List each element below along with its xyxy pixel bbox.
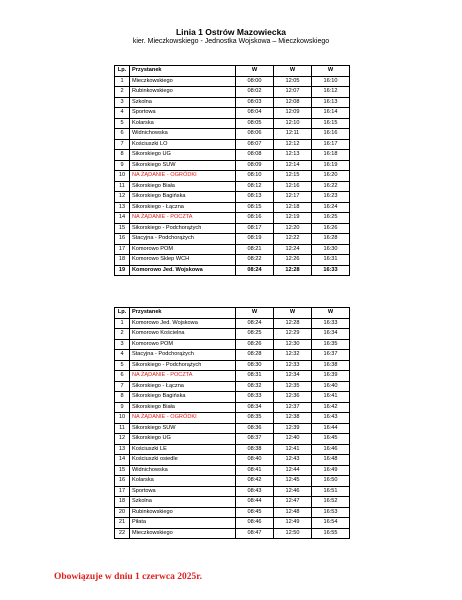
table-row bbox=[115, 202, 350, 213]
table-row bbox=[115, 234, 350, 245]
table-row bbox=[115, 528, 350, 539]
departure-time: 08:36 bbox=[236, 423, 274, 434]
table-row bbox=[115, 434, 350, 445]
table-row bbox=[115, 476, 350, 487]
departure-time: 16:18 bbox=[312, 150, 350, 161]
departure-time: 08:34 bbox=[236, 402, 274, 413]
table-row bbox=[115, 265, 350, 276]
departure-time: 16:12 bbox=[312, 87, 350, 98]
row-number: 3 bbox=[115, 339, 130, 350]
table-row bbox=[115, 181, 350, 192]
departure-time: 08:19 bbox=[236, 234, 274, 245]
row-number: 16 bbox=[115, 234, 130, 245]
stop-name: Komorowo Jed. Wojskowa bbox=[130, 318, 236, 329]
row-number: 8 bbox=[115, 392, 130, 403]
table-row bbox=[115, 486, 350, 497]
stop-name: Komorowo Kościelna bbox=[130, 329, 236, 340]
validity-notice: Obowiązuje w dniu 1 czerwca 2025r. bbox=[54, 572, 202, 582]
departure-time: 12:26 bbox=[274, 255, 312, 266]
table-row bbox=[115, 402, 350, 413]
departure-time: 16:35 bbox=[312, 339, 350, 350]
row-number: 11 bbox=[115, 423, 130, 434]
departure-time: 16:39 bbox=[312, 371, 350, 382]
timetable-outbound bbox=[114, 65, 350, 276]
departure-time: 08:28 bbox=[236, 350, 274, 361]
stop-name: Piłata bbox=[130, 518, 236, 529]
departure-time: 08:31 bbox=[236, 371, 274, 382]
departure-time: 12:36 bbox=[274, 392, 312, 403]
row-number: 15 bbox=[115, 223, 130, 234]
table-row bbox=[115, 413, 350, 424]
departure-time: 08:40 bbox=[236, 455, 274, 466]
departure-time: 16:45 bbox=[312, 434, 350, 445]
row-number: 17 bbox=[115, 244, 130, 255]
stop-name: Sikorskiego Bagińska bbox=[130, 192, 236, 203]
table-row bbox=[115, 244, 350, 255]
stop-name: Sikorskiego Biała bbox=[130, 181, 236, 192]
departure-time: 08:22 bbox=[236, 255, 274, 266]
table-row bbox=[115, 518, 350, 529]
departure-time: 08:21 bbox=[236, 244, 274, 255]
stop-name: NA ŻĄDANIE - OGRÓDKI bbox=[130, 171, 236, 182]
header-lp: Lp. bbox=[115, 66, 130, 77]
stop-name: Mieczkowskiego bbox=[130, 528, 236, 539]
departure-time: 16:37 bbox=[312, 350, 350, 361]
departure-time: 08:41 bbox=[236, 465, 274, 476]
row-number: 6 bbox=[115, 371, 130, 382]
row-number: 1 bbox=[115, 76, 130, 87]
departure-time: 12:33 bbox=[274, 360, 312, 371]
departure-time: 16:38 bbox=[312, 360, 350, 371]
table-row bbox=[115, 360, 350, 371]
departure-time: 08:43 bbox=[236, 486, 274, 497]
stop-name: Kolarska bbox=[130, 476, 236, 487]
stop-name: Sikorskiego SUW bbox=[130, 423, 236, 434]
row-number: 2 bbox=[115, 87, 130, 98]
stop-name: Kościuszki osiedle bbox=[130, 455, 236, 466]
table-row bbox=[115, 150, 350, 161]
departure-time: 16:22 bbox=[312, 181, 350, 192]
table-row bbox=[115, 108, 350, 119]
stop-name: Sikorskiego Bagińska bbox=[130, 392, 236, 403]
header-departure-2: W bbox=[274, 308, 312, 319]
stop-name: Sikorskiego - Łączna bbox=[130, 381, 236, 392]
departure-time: 08:47 bbox=[236, 528, 274, 539]
stop-name: Sikorskiego - Łączna bbox=[130, 202, 236, 213]
departure-time: 08:10 bbox=[236, 171, 274, 182]
table-row bbox=[115, 329, 350, 340]
departure-time: 12:15 bbox=[274, 171, 312, 182]
row-number: 13 bbox=[115, 202, 130, 213]
row-number: 21 bbox=[115, 518, 130, 529]
stop-name: Rubinkowskiego bbox=[130, 87, 236, 98]
row-number: 10 bbox=[115, 413, 130, 424]
table-header-row bbox=[115, 66, 350, 77]
table-header-row bbox=[115, 308, 350, 319]
departure-time: 16:31 bbox=[312, 255, 350, 266]
table-row bbox=[115, 171, 350, 182]
stop-name: NA ŻĄDANIE - POCZTA bbox=[130, 213, 236, 224]
stop-name: Komorowo Sklep WCH bbox=[130, 255, 236, 266]
table-row bbox=[115, 381, 350, 392]
row-number: 9 bbox=[115, 402, 130, 413]
departure-time: 08:45 bbox=[236, 507, 274, 518]
departure-time: 12:50 bbox=[274, 528, 312, 539]
stop-name: Komorowo Jed. Wojskowa bbox=[130, 265, 236, 276]
table-row bbox=[115, 129, 350, 140]
departure-time: 08:13 bbox=[236, 192, 274, 203]
stop-name: Sportowa bbox=[130, 108, 236, 119]
departure-time: 08:42 bbox=[236, 476, 274, 487]
row-number: 20 bbox=[115, 507, 130, 518]
departure-time: 16:33 bbox=[312, 265, 350, 276]
departure-time: 12:44 bbox=[274, 465, 312, 476]
departure-time: 16:48 bbox=[312, 455, 350, 466]
row-number: 7 bbox=[115, 139, 130, 150]
departure-time: 16:23 bbox=[312, 192, 350, 203]
departure-time: 12:17 bbox=[274, 192, 312, 203]
departure-time: 08:06 bbox=[236, 129, 274, 140]
row-number: 12 bbox=[115, 192, 130, 203]
header-departure-2: W bbox=[274, 66, 312, 77]
row-number: 14 bbox=[115, 213, 130, 224]
departure-time: 08:07 bbox=[236, 139, 274, 150]
departure-time: 12:13 bbox=[274, 150, 312, 161]
departure-time: 12:22 bbox=[274, 234, 312, 245]
stop-name: Sikorskiego SUW bbox=[130, 160, 236, 171]
departure-time: 12:39 bbox=[274, 423, 312, 434]
table-row bbox=[115, 392, 350, 403]
header-lp: Lp. bbox=[115, 308, 130, 319]
departure-time: 08:12 bbox=[236, 181, 274, 192]
departure-time: 12:18 bbox=[274, 202, 312, 213]
row-number: 5 bbox=[115, 118, 130, 129]
departure-time: 08:33 bbox=[236, 392, 274, 403]
departure-time: 08:38 bbox=[236, 444, 274, 455]
stop-name: Stacyjna - Podchorążych bbox=[130, 234, 236, 245]
departure-time: 12:29 bbox=[274, 329, 312, 340]
row-number: 3 bbox=[115, 97, 130, 108]
departure-time: 08:04 bbox=[236, 108, 274, 119]
departure-time: 16:52 bbox=[312, 497, 350, 508]
timetable-subtitle: kier. Mieczkowskiego - Jednostka Wojskowa – Mieczkowskiego bbox=[132, 38, 330, 45]
departure-time: 08:24 bbox=[236, 318, 274, 329]
table-row bbox=[115, 160, 350, 171]
stop-name: Komorowo POM bbox=[130, 244, 236, 255]
table-row bbox=[115, 423, 350, 434]
departure-time: 12:28 bbox=[274, 318, 312, 329]
table-row bbox=[115, 455, 350, 466]
departure-time: 12:24 bbox=[274, 244, 312, 255]
departure-time: 12:37 bbox=[274, 402, 312, 413]
departure-time: 12:32 bbox=[274, 350, 312, 361]
row-number: 11 bbox=[115, 181, 130, 192]
departure-time: 08:32 bbox=[236, 381, 274, 392]
departure-time: 16:40 bbox=[312, 381, 350, 392]
departure-time: 16:55 bbox=[312, 528, 350, 539]
table-row bbox=[115, 118, 350, 129]
departure-time: 12:38 bbox=[274, 413, 312, 424]
departure-time: 08:00 bbox=[236, 76, 274, 87]
row-number: 8 bbox=[115, 150, 130, 161]
departure-time: 08:46 bbox=[236, 518, 274, 529]
departure-time: 16:30 bbox=[312, 244, 350, 255]
row-number: 19 bbox=[115, 265, 130, 276]
table-row bbox=[115, 350, 350, 361]
departure-time: 16:34 bbox=[312, 329, 350, 340]
header-departure-3: W bbox=[312, 308, 350, 319]
stop-name: Rubinkowskiego bbox=[130, 507, 236, 518]
row-number: 2 bbox=[115, 329, 130, 340]
row-number: 1 bbox=[115, 318, 130, 329]
departure-time: 16:16 bbox=[312, 129, 350, 140]
departure-time: 16:42 bbox=[312, 402, 350, 413]
table-row bbox=[115, 444, 350, 455]
departure-time: 08:37 bbox=[236, 434, 274, 445]
table-row bbox=[115, 339, 350, 350]
table-row bbox=[115, 371, 350, 382]
departure-time: 08:02 bbox=[236, 87, 274, 98]
departure-time: 12:35 bbox=[274, 381, 312, 392]
row-number: 15 bbox=[115, 465, 130, 476]
departure-time: 16:51 bbox=[312, 486, 350, 497]
departure-time: 08:30 bbox=[236, 360, 274, 371]
stop-name: Kolarska bbox=[130, 118, 236, 129]
departure-time: 12:08 bbox=[274, 97, 312, 108]
departure-time: 08:08 bbox=[236, 150, 274, 161]
departure-time: 08:24 bbox=[236, 265, 274, 276]
stop-name: NA ŻĄDANIE - POCZTA bbox=[130, 371, 236, 382]
row-number: 14 bbox=[115, 455, 130, 466]
header-departure-3: W bbox=[312, 66, 350, 77]
departure-time: 16:43 bbox=[312, 413, 350, 424]
table-row bbox=[115, 497, 350, 508]
departure-time: 16:28 bbox=[312, 234, 350, 245]
departure-time: 16:20 bbox=[312, 171, 350, 182]
row-number: 6 bbox=[115, 129, 130, 140]
departure-time: 16:46 bbox=[312, 444, 350, 455]
header-departure-1: W bbox=[236, 308, 274, 319]
row-number: 16 bbox=[115, 476, 130, 487]
departure-time: 12:09 bbox=[274, 108, 312, 119]
departure-time: 12:12 bbox=[274, 139, 312, 150]
table-row bbox=[115, 318, 350, 329]
departure-time: 16:49 bbox=[312, 465, 350, 476]
departure-time: 12:41 bbox=[274, 444, 312, 455]
departure-time: 12:49 bbox=[274, 518, 312, 529]
departure-time: 16:17 bbox=[312, 139, 350, 150]
stop-name: Widnichowska bbox=[130, 129, 236, 140]
departure-time: 12:19 bbox=[274, 213, 312, 224]
departure-time: 16:10 bbox=[312, 76, 350, 87]
departure-time: 16:24 bbox=[312, 202, 350, 213]
departure-time: 16:13 bbox=[312, 97, 350, 108]
table-row bbox=[115, 213, 350, 224]
departure-time: 16:53 bbox=[312, 507, 350, 518]
stop-name: Sikorskiego - Podchorążych bbox=[130, 360, 236, 371]
departure-time: 16:26 bbox=[312, 223, 350, 234]
departure-time: 08:26 bbox=[236, 339, 274, 350]
stop-name: Kościuszki LO bbox=[130, 139, 236, 150]
row-number: 4 bbox=[115, 108, 130, 119]
departure-time: 12:10 bbox=[274, 118, 312, 129]
row-number: 13 bbox=[115, 444, 130, 455]
stop-name: Sikorskiego UG bbox=[130, 150, 236, 161]
departure-time: 16:33 bbox=[312, 318, 350, 329]
table-row bbox=[115, 87, 350, 98]
departure-time: 16:14 bbox=[312, 108, 350, 119]
table-row bbox=[115, 192, 350, 203]
departure-time: 16:50 bbox=[312, 476, 350, 487]
departure-time: 12:34 bbox=[274, 371, 312, 382]
stop-name: Widnichowska bbox=[130, 465, 236, 476]
departure-time: 08:44 bbox=[236, 497, 274, 508]
stop-name: Sikorskiego Biała bbox=[130, 402, 236, 413]
row-number: 12 bbox=[115, 434, 130, 445]
header-stop: Przystanek bbox=[130, 66, 236, 77]
stop-name: Komorowo POM bbox=[130, 339, 236, 350]
departure-time: 12:30 bbox=[274, 339, 312, 350]
departure-time: 12:45 bbox=[274, 476, 312, 487]
row-number: 4 bbox=[115, 350, 130, 361]
timetable-return bbox=[114, 307, 350, 539]
table-row bbox=[115, 76, 350, 87]
stop-name: Szkolna bbox=[130, 497, 236, 508]
stop-name: Sportowa bbox=[130, 486, 236, 497]
table-row bbox=[115, 139, 350, 150]
stop-name: Szkolna bbox=[130, 97, 236, 108]
departure-time: 16:41 bbox=[312, 392, 350, 403]
row-number: 10 bbox=[115, 171, 130, 182]
departure-time: 12:07 bbox=[274, 87, 312, 98]
row-number: 9 bbox=[115, 160, 130, 171]
departure-time: 12:14 bbox=[274, 160, 312, 171]
table-row bbox=[115, 223, 350, 234]
departure-time: 16:15 bbox=[312, 118, 350, 129]
departure-time: 12:20 bbox=[274, 223, 312, 234]
departure-time: 08:16 bbox=[236, 213, 274, 224]
departure-time: 16:19 bbox=[312, 160, 350, 171]
header-stop: Przystanek bbox=[130, 308, 236, 319]
row-number: 5 bbox=[115, 360, 130, 371]
departure-time: 12:47 bbox=[274, 497, 312, 508]
departure-time: 08:09 bbox=[236, 160, 274, 171]
departure-time: 08:05 bbox=[236, 118, 274, 129]
departure-time: 08:17 bbox=[236, 223, 274, 234]
table-row bbox=[115, 255, 350, 266]
timetable-title: Linia 1 Ostrów Mazowiecka bbox=[175, 27, 287, 37]
table-row bbox=[115, 465, 350, 476]
departure-time: 16:25 bbox=[312, 213, 350, 224]
departure-time: 12:11 bbox=[274, 129, 312, 140]
stop-name: Mieczkowskiego bbox=[130, 76, 236, 87]
stop-name: Sikorskiego UG bbox=[130, 434, 236, 445]
departure-time: 16:54 bbox=[312, 518, 350, 529]
departure-time: 08:25 bbox=[236, 329, 274, 340]
stop-name: NA ŻĄDANIE - OGRÓDKI bbox=[130, 413, 236, 424]
stop-name: Sikorskiego - Podchorążych bbox=[130, 223, 236, 234]
departure-time: 08:35 bbox=[236, 413, 274, 424]
stop-name: Kościuszki LE bbox=[130, 444, 236, 455]
row-number: 7 bbox=[115, 381, 130, 392]
departure-time: 08:03 bbox=[236, 97, 274, 108]
row-number: 22 bbox=[115, 528, 130, 539]
stop-name: Stacyjna - Podchorążych bbox=[130, 350, 236, 361]
departure-time: 16:44 bbox=[312, 423, 350, 434]
departure-time: 08:15 bbox=[236, 202, 274, 213]
departure-time: 12:40 bbox=[274, 434, 312, 445]
departure-time: 12:46 bbox=[274, 486, 312, 497]
row-number: 17 bbox=[115, 486, 130, 497]
departure-time: 12:43 bbox=[274, 455, 312, 466]
row-number: 18 bbox=[115, 497, 130, 508]
departure-time: 12:48 bbox=[274, 507, 312, 518]
table-row bbox=[115, 507, 350, 518]
row-number: 18 bbox=[115, 255, 130, 266]
departure-time: 12:16 bbox=[274, 181, 312, 192]
table-row bbox=[115, 97, 350, 108]
header-departure-1: W bbox=[236, 66, 274, 77]
departure-time: 12:28 bbox=[274, 265, 312, 276]
departure-time: 12:05 bbox=[274, 76, 312, 87]
